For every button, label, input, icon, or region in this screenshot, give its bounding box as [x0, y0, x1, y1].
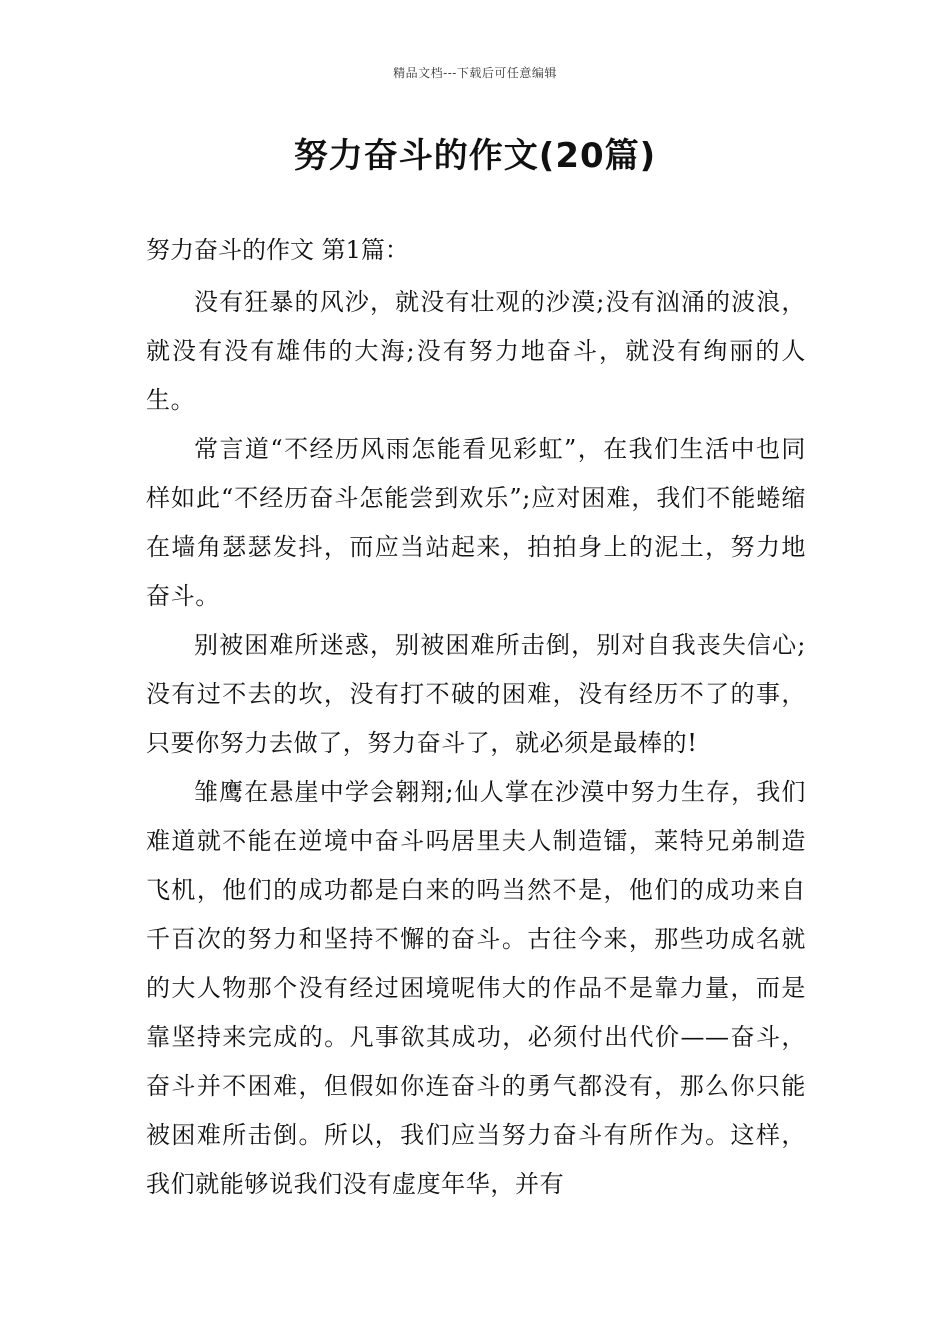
body-text — [146, 278, 806, 1209]
paragraph: 雏鹰在悬崖中学会翱翔;仙人掌在沙漠中努力生存，我们难道就不能在逆境中奋斗吗居里夫人制造镭，莱特兄弟制造飞机，他们的成功都是白来的吗当然不是，他们的成功来自千百次的努力和坚持不懈的奋斗。古往今来，那些功成名就的大人物那个没有经过困境呢伟大的作品不是靠力量，而是靠坚持来完成的。凡事欲其成功，必须付出代价——奋斗，奋斗并不困难，但假如你连奋斗的勇气都没有，那么你只能被困难所击倒。所以，我们应当努力奋斗有所作为。这样，我们就能够说我们没有虚度年华，并有 — [146, 778, 806, 1198]
section-heading: 努力奋斗的作文 第1篇： — [146, 236, 409, 264]
document-title: 努力奋斗的作文(20篇) — [293, 136, 657, 176]
paragraph: 常言道“不经历风雨怎能看见彩虹”，在我们生活中也同样如此“不经历奋斗怎能尝到欢乐”;应对困难，我们不能蜷缩在墙角瑟瑟发抖，而应当站起来，拍拍身上的泥土，努力地奋斗。 — [146, 435, 806, 610]
header-note: 精品文档---下载后可任意编辑 — [393, 66, 557, 80]
paragraph: 没有狂暴的风沙，就没有壮观的沙漠;没有汹涌的波浪，就没有没有雄伟的大海;没有努力地奋斗，就没有绚丽的人生。 — [146, 288, 806, 414]
paragraph: 别被困难所迷惑，别被困难所击倒，别对自我丧失信心;没有过不去的坎，没有打不破的困难，没有经历不了的事，只要你努力去做了，努力奋斗了，就必须是最棒的! — [146, 631, 806, 757]
